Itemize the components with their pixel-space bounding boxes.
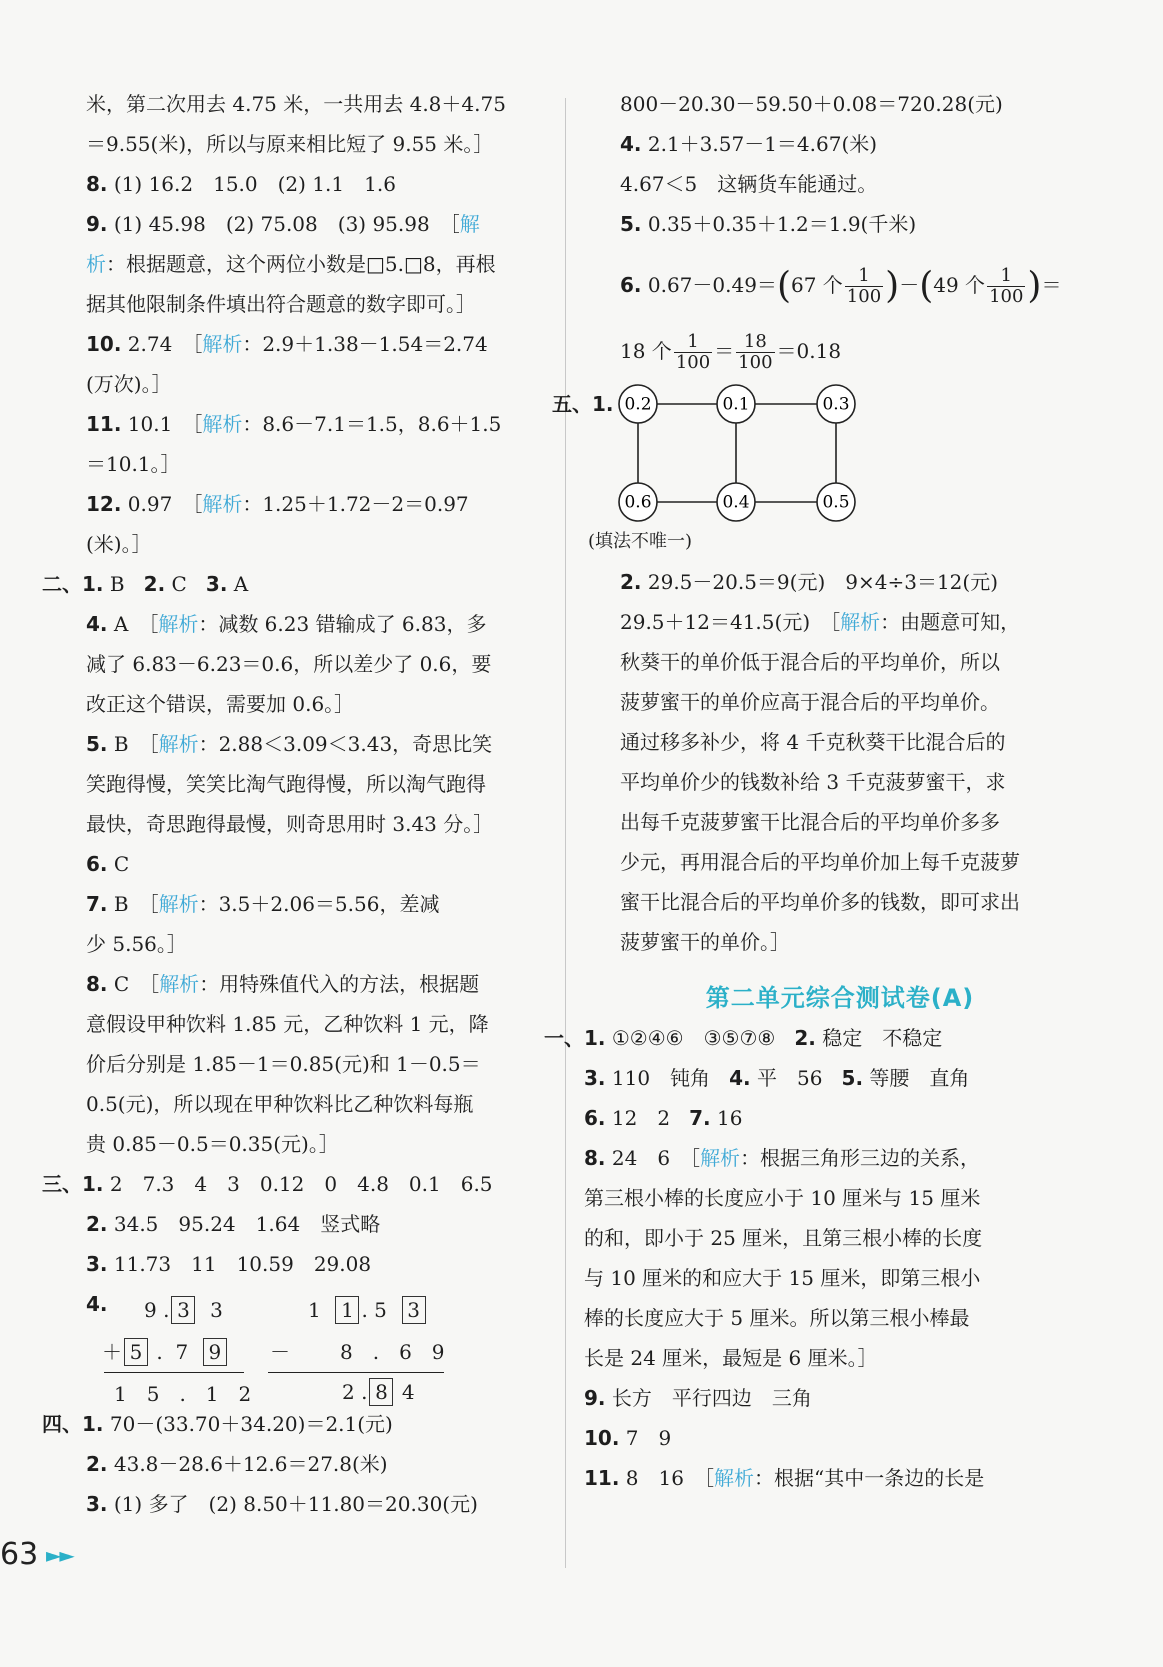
graph-section xyxy=(552,384,1100,530)
node-label: 0.4 xyxy=(722,492,750,513)
text-line: ＝9.55(米)，所以与原来相比短了 9.55 米。］ xyxy=(86,132,494,156)
text-line: 蜜干比混合后的平均单价多的钱数，即可求出 xyxy=(620,890,1020,914)
text-line: ＝10.1。］ xyxy=(86,452,181,476)
answer-item: 5. B ［解析：2.88＜3.09＜3.43，奇思比笑 xyxy=(86,732,493,756)
answer-box: 3 xyxy=(402,1296,426,1324)
text-line: 减了 6.83－6.23＝0.6，所以差少了 0.6，要 xyxy=(86,652,492,676)
text-line: 第三根小棒的长度应小于 10 厘米与 15 厘米 xyxy=(584,1186,981,1210)
answer-item: 3. 110 钝角 4. 平 56 5. 等腰 直角 xyxy=(584,1066,970,1090)
answer-item: 10. 7 9 xyxy=(584,1426,672,1450)
answer-box: 1 xyxy=(335,1296,359,1324)
node-label: 0.2 xyxy=(624,394,652,415)
answer-item: 10. 2.74 ［解析：2.9＋1.38－1.54＝2.74 xyxy=(86,332,488,356)
analysis-label: 解析 xyxy=(158,732,199,756)
text-line: 4.67＜5 这辆货车能通过。 xyxy=(620,172,878,196)
fraction: $\frac{1}{100}$ xyxy=(846,265,882,307)
text-line: 最快，奇思跑得最慢，则奇思用时 3.43 分。］ xyxy=(86,812,494,836)
analysis-label: 解析 xyxy=(202,332,243,356)
subtraction-calculation: 1 1 . 5 3 － 8 . 6 9 2 . 8 4 xyxy=(270,1298,445,1404)
section-one: 一、1. ①②④⑥ ③⑤⑦⑧ 2. 稳定 不稳定 xyxy=(544,1026,943,1050)
section-label: 二、 xyxy=(42,572,82,596)
text-line: 笑跑得慢，笑笑比淘气跑得慢，所以淘气跑得 xyxy=(86,772,486,796)
fraction: $\frac{18}{100}$ xyxy=(738,331,773,373)
analysis-label: 解析 xyxy=(158,892,199,916)
answer-item: 3. 11.73 11 10.59 29.08 xyxy=(86,1252,372,1276)
section-three: 三、1. 2 7.3 4 3 0.12 0 4.8 0.1 6.5 xyxy=(42,1172,493,1196)
answer-item: 11. 8 16 ［解析：根据“其中一条边的长是 xyxy=(584,1466,985,1490)
analysis-label: 析 xyxy=(86,252,106,276)
section-two: 二、1. B 2. C 3. A xyxy=(42,572,249,596)
text-line: 菠萝蜜干的单价应高于混合后的平均单价。 xyxy=(620,690,1000,714)
analysis-label: 解析 xyxy=(713,1466,754,1490)
analysis-label: 解 xyxy=(459,212,480,236)
answer-item: 8. (1) 16.2 15.0 (2) 1.1 1.6 xyxy=(86,172,396,196)
answer-item: 3. (1) 多了 (2) 8.50＋11.80＝20.30(元) xyxy=(86,1492,478,1516)
analysis-label: 解析 xyxy=(158,612,199,636)
text-line: 平均单价少的钱数补给 3 千克菠萝蜜干，求 xyxy=(620,770,1006,794)
text-line: 菠萝蜜干的单价。］ xyxy=(620,930,790,954)
answer-item: 12. 0.97 ［解析：1.25＋1.72－2＝0.97 xyxy=(86,492,469,516)
answer-item: 9. 长方 平行四边 三角 xyxy=(584,1386,812,1410)
column-divider xyxy=(565,98,566,1568)
answer-item: 6. 12 2 7. 16 xyxy=(584,1106,743,1130)
section-label: 四、 xyxy=(42,1412,82,1436)
section-label: 一、 xyxy=(544,1026,584,1050)
analysis-label: 解析 xyxy=(840,610,881,634)
text-line: 通过移多补少，将 4 千克秋葵干比混合后的 xyxy=(620,730,1006,754)
text-line: 秋葵干的单价低于混合后的平均单价，所以 xyxy=(620,650,1000,674)
text-line: 改正这个错误，需要加 0.6。］ xyxy=(86,692,355,716)
answer-item: 9. (1) 45.98 (2) 75.08 (3) 95.98 ［解 xyxy=(86,212,480,236)
answer-box: 3 xyxy=(171,1296,195,1324)
text-line: 与 10 厘米的和应大于 15 厘米，即第三根小 xyxy=(584,1266,981,1290)
fraction-equation: 18 个 $\frac{1}{100}$ ＝ $\frac{18}{100}$ ＝0.18 xyxy=(620,331,842,373)
answer-box: 8 xyxy=(369,1378,393,1406)
text-line: 析：根据题意，这个两位小数是□5.□8，再根 xyxy=(86,252,496,276)
fraction: $\frac{1}{100}$ xyxy=(675,331,711,373)
answer-item: 11. 10.1 ［解析：8.6－7.1＝1.5，8.6＋1.5 xyxy=(86,412,502,436)
analysis-label: 解析 xyxy=(159,972,200,996)
text-line: (米)。］ xyxy=(86,532,152,556)
text-line: 出每千克菠萝蜜干比混合后的平均单价多多 xyxy=(620,810,1000,834)
section-label: 五、1. xyxy=(552,392,614,416)
fraction: $\frac{1}{100}$ xyxy=(989,265,1024,307)
unit-title: 第二单元综合测试卷(A) xyxy=(705,984,975,1012)
answer-item: 5. 0.35＋0.35＋1.2＝1.9(千米) xyxy=(620,212,917,236)
text-line: 长是 24 厘米，最短是 6 厘米。］ xyxy=(584,1346,878,1370)
section-four: 四、1. 70－(33.70＋34.20)＝2.1(元) xyxy=(42,1412,393,1436)
text-line: 少 5.56。］ xyxy=(86,932,187,956)
answer-item: 7. B ［解析：3.5＋2.06＝5.56，差减 xyxy=(86,892,440,916)
answer-box: 5 xyxy=(124,1338,148,1366)
answer-item: 2. 43.8－28.6＋12.6＝27.8(米) xyxy=(86,1452,388,1476)
note: (填法不唯一) xyxy=(588,531,693,552)
answer-item: 8. 24 6 ［解析：根据三角形三边的关系， xyxy=(584,1146,981,1170)
answer-item: 8. C ［解析：用特殊值代入的方法，根据题 xyxy=(86,972,480,996)
text-line: 据其他限制条件填出符合题意的数字即可。］ xyxy=(86,292,476,316)
text-line: 米，第二次用去 4.75 米，一共用去 4.8＋4.75 xyxy=(86,92,506,116)
answer-item: 2. 29.5－20.5＝9(元) 9×4÷3＝12(元) xyxy=(620,570,999,594)
analysis-label: 解析 xyxy=(700,1146,741,1170)
analysis-label: 解析 xyxy=(202,492,243,516)
text-line: (万次)。］ xyxy=(86,372,172,396)
analysis-label: 解析 xyxy=(202,412,243,436)
page-number: 63 xyxy=(0,1537,39,1572)
answer-item: 4. 2.1＋3.57－1＝4.67(米) xyxy=(620,132,878,156)
text-line: 29.5＋12＝41.5(元) ［解析：由题意可知， xyxy=(620,610,1021,634)
node-label: 0.1 xyxy=(722,394,750,415)
text-line: 0.5(元)，所以现在甲种饮料比乙种饮料每瓶 xyxy=(86,1092,474,1116)
arrow-icon: ►► xyxy=(46,1543,73,1567)
text-line: 少元，再用混合后的平均单价加上每千克菠萝 xyxy=(620,850,1020,874)
right-column xyxy=(544,92,1100,1506)
node-label: 0.3 xyxy=(822,394,850,415)
text-line: 的和，即小于 25 厘米，且第三根小棒的长度 xyxy=(584,1226,983,1250)
difference-line xyxy=(268,1372,444,1373)
addition-calculation: 9 . 3 3 ＋ 5 . 7 9 1 5 . 1 2 xyxy=(102,1298,252,1406)
number-graph xyxy=(616,384,896,530)
answer-box: 9 xyxy=(203,1338,227,1366)
answer-item: 2. 34.5 95.24 1.64 竖式略 xyxy=(86,1212,381,1236)
left-column xyxy=(42,92,542,1532)
fraction-equation: 6. 0.67－0.49＝(67 个 $\frac{1}{100}$ )－(49 个 $\frac{1}{100}$ )＝ xyxy=(620,265,1062,307)
text-line: 价后分别是 1.85－1＝0.85(元)和 1－0.5＝ xyxy=(86,1052,481,1076)
answer-item: 6. C xyxy=(86,852,130,876)
node-label: 0.5 xyxy=(822,492,850,513)
section-label: 三、 xyxy=(42,1172,82,1196)
node-label: 0.6 xyxy=(624,492,652,513)
text-line: 800－20.30－59.50＋0.08＝720.28(元) xyxy=(620,92,1003,116)
text-line: 棒的长度应大于 5 厘米。所以第三根小棒最 xyxy=(584,1306,970,1330)
answer-item: 4. A ［解析：减数 6.23 错输成了 6.83，多 xyxy=(86,612,487,636)
text-line: 贵 0.85－0.5＝0.35(元)。］ xyxy=(86,1132,339,1156)
vertical-calculations: 4. 9 . 3 3 ＋ 5 . 7 9 1 5 . 1 2 1 1 . 5 3 － 8 . 6 9 2 . 8 4 xyxy=(42,1292,542,1412)
sum-line xyxy=(104,1372,244,1373)
text-line: 意假设甲种饮料 1.85 元，乙种饮料 1 元，降 xyxy=(86,1012,489,1036)
